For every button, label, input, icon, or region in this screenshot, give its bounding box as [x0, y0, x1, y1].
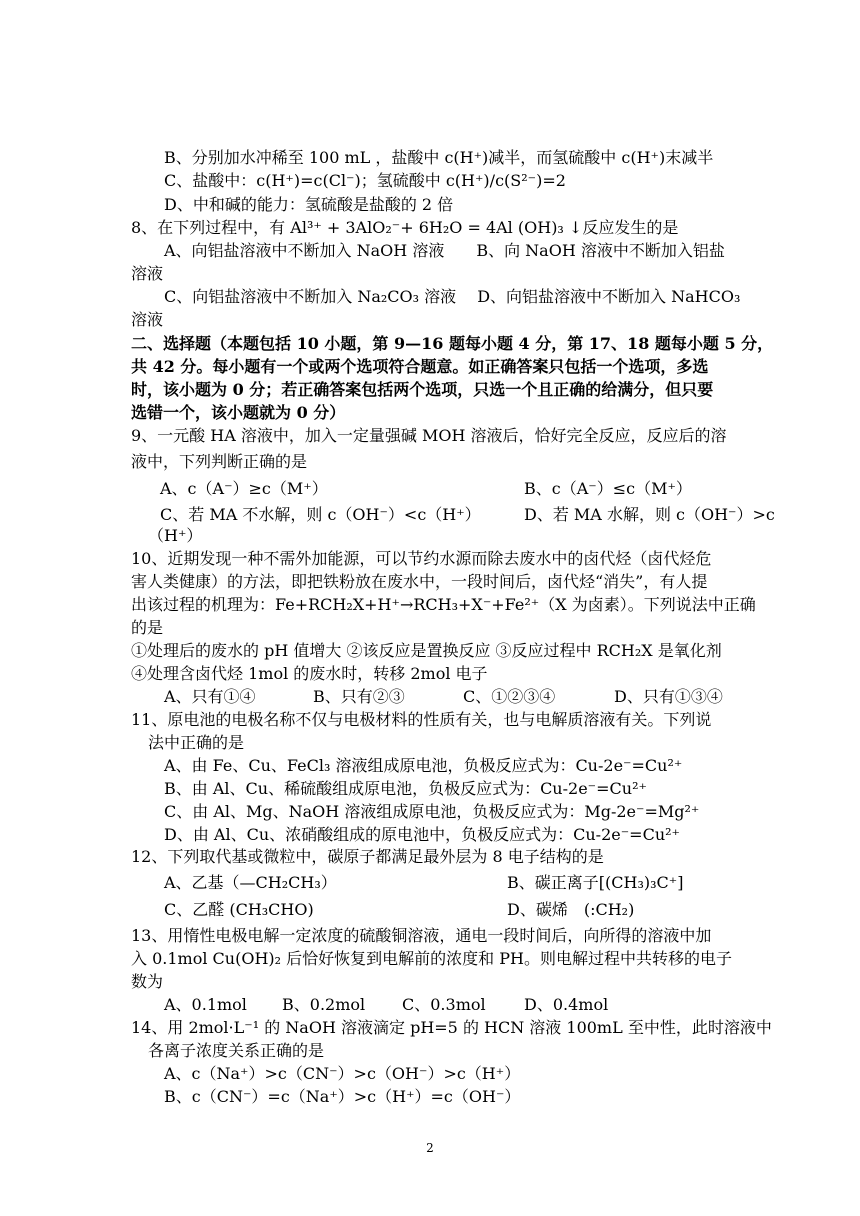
q12-option-c: C、乙醛 (CH₃CHO) — [164, 900, 314, 919]
q10-stem-line-1: 10、近期发现一种不需外加能源，可以节约水源而除去废水中的卤代烃（卤代烃危 — [131, 549, 712, 568]
q10-option-b: B、只有②③ — [313, 687, 405, 706]
section-heading-line-1: 二、选择题（本题包括 10 小题，第 9—16 题每小题 4 分，第 17、18 题每小题 5 分， — [131, 334, 774, 353]
q13-stem-line-3: 数为 — [131, 972, 164, 991]
q7-option-b: B、分别加水冲稀至 100 mL ，盐酸中 c(H⁺)减半，而氢硫酸中 c(H⁺)末减半 — [164, 148, 714, 167]
q13-option-d: D、0.4mol — [524, 995, 609, 1014]
q10-option-a: A、只有①④ — [164, 687, 256, 706]
page-number: 2 — [426, 1141, 434, 1155]
q13-option-c: C、0.3mol — [402, 995, 486, 1014]
q12-option-a: A、乙基（—CH₂CH₃） — [164, 873, 337, 892]
q10-stem-line-2: 害人类健康）的方法，即把铁粉放在废水中，一段时间后，卤代烃“消失”，有人提 — [131, 572, 708, 591]
q8-options-ab-cont: 溶液 — [131, 264, 164, 283]
q11-option-d: D、由 Al、Cu、浓硝酸组成的原电池中，负极反应式为：Cu-2e⁻=Cu²⁺ — [164, 825, 680, 844]
q11-option-c: C、由 Al、Mg、NaOH 溶液组成原电池，负极反应式为：Mg-2e⁻=Mg²⁺ — [164, 802, 700, 821]
q10-option-c: C、①②③④ — [463, 687, 556, 706]
q11-stem-line-1: 11、原电池的电极名称不仅与电极材料的性质有关，也与电解质溶液有关。下列说 — [131, 710, 712, 729]
q9-option-d-cont: （H⁺） — [148, 526, 203, 545]
q13-stem-line-1: 13、用惰性电极电解一定浓度的硫酸铜溶液，通电一段时间后，向所得的溶液中加 — [131, 926, 712, 945]
q9-option-a: A、c（A⁻）≥c（M⁺） — [160, 479, 328, 498]
q12-option-d: D、碳烯 (:CH₂) — [507, 900, 635, 919]
q12-stem: 12、下列取代基或微粒中，碳原子都满足最外层为 8 电子结构的是 — [131, 847, 604, 866]
q8-stem: 8、在下列过程中，有 Al³⁺ + 3AlO₂⁻+ 6H₂O = 4Al (OH)₃ ↓反应发生的是 — [131, 218, 679, 237]
q10-items-line-2: ④处理含卤代烃 1mol 的废水时，转移 2mol 电子 — [131, 664, 488, 683]
q9-stem-line-2: 液中，下列判断正确的是 — [131, 452, 308, 471]
q14-option-a: A、c（Na⁺）>c（CN⁻）>c（OH⁻）>c（H⁺） — [164, 1064, 521, 1083]
q7-option-c: C、盐酸中：c(H⁺)=c(Cl⁻)；氢硫酸中 c(H⁺)/c(S²⁻)=2 — [164, 171, 566, 190]
q10-option-d: D、只有①③④ — [614, 687, 723, 706]
q10-stem-line-4: 的是 — [131, 618, 164, 637]
q11-option-a: A、由 Fe、Cu、FeCl₃ 溶液组成原电池，负极反应式为：Cu-2e⁻=Cu²⁺ — [164, 756, 683, 775]
q14-stem-line-1: 14、用 2mol·L⁻¹ 的 NaOH 溶液滴定 pH=5 的 HCN 溶液 100mL 至中性，此时溶液中 — [131, 1018, 772, 1037]
q8-options-ab: A、向铝盐溶液中不断加入 NaOH 溶液 B、向 NaOH 溶液中不断加入铝盐 — [164, 241, 725, 260]
q8-options-cd: C、向铝盐溶液中不断加入 Na₂CO₃ 溶液 D、向铝盐溶液中不断加入 NaHCO₃ — [164, 287, 741, 306]
q11-stem-line-2: 法中正确的是 — [148, 733, 245, 752]
q7-option-d: D、中和碱的能力：氢硫酸是盐酸的 2 倍 — [164, 195, 454, 214]
q11-option-b: B、由 Al、Cu、稀硫酸组成原电池，负极反应式为：Cu-2e⁻=Cu²⁺ — [164, 779, 647, 798]
q13-option-a: A、0.1mol — [164, 995, 247, 1014]
q14-stem-line-2: 各离子浓度关系正确的是 — [148, 1041, 325, 1060]
q9-option-c: C、若 MA 不水解，则 c（OH⁻）<c（H⁺） — [160, 505, 481, 524]
q9-option-b: B、c（A⁻）≤c（M⁺） — [524, 479, 692, 498]
section-heading-line-4: 选错一个，该小题就为 0 分） — [131, 403, 346, 422]
q14-option-b: B、c（CN⁻）=c（Na⁺）>c（H⁺）=c（OH⁻） — [164, 1087, 521, 1106]
section-heading-line-2: 共 42 分。每小题有一个或两个选项符合题意。如正确答案只包括一个选项，多选 — [131, 357, 709, 376]
q13-stem-line-2: 入 0.1mol Cu(OH)₂ 后恰好恢复到电解前的浓度和 PH。则电解过程中共转移的电子 — [131, 949, 732, 968]
q10-stem-line-3: 出该过程的机理为：Fe+RCH₂X+H⁺→RCH₃+X⁻+Fe²⁺（X 为卤素）。下列说法中正确 — [131, 595, 756, 614]
q10-items-line-1: ①处理后的废水的 pH 值增大 ②该反应是置换反应 ③反应过程中 RCH₂X 是氧化剂 — [131, 641, 722, 660]
section-heading-line-3: 时，该小题为 0 分；若正确答案包括两个选项，只选一个且正确的给满分，但只要 — [131, 380, 714, 399]
q9-option-d: D、若 MA 水解，则 c（OH⁻）>c — [524, 505, 775, 524]
q8-options-cd-cont: 溶液 — [131, 310, 164, 329]
q9-stem-line-1: 9、一元酸 HA 溶液中，加入一定量强碱 MOH 溶液后，恰好完全反应，反应后的溶 — [131, 426, 727, 445]
q12-option-b: B、碳正离子[(CH₃)₃C⁺] — [507, 873, 684, 892]
q13-option-b: B、0.2mol — [282, 995, 366, 1014]
